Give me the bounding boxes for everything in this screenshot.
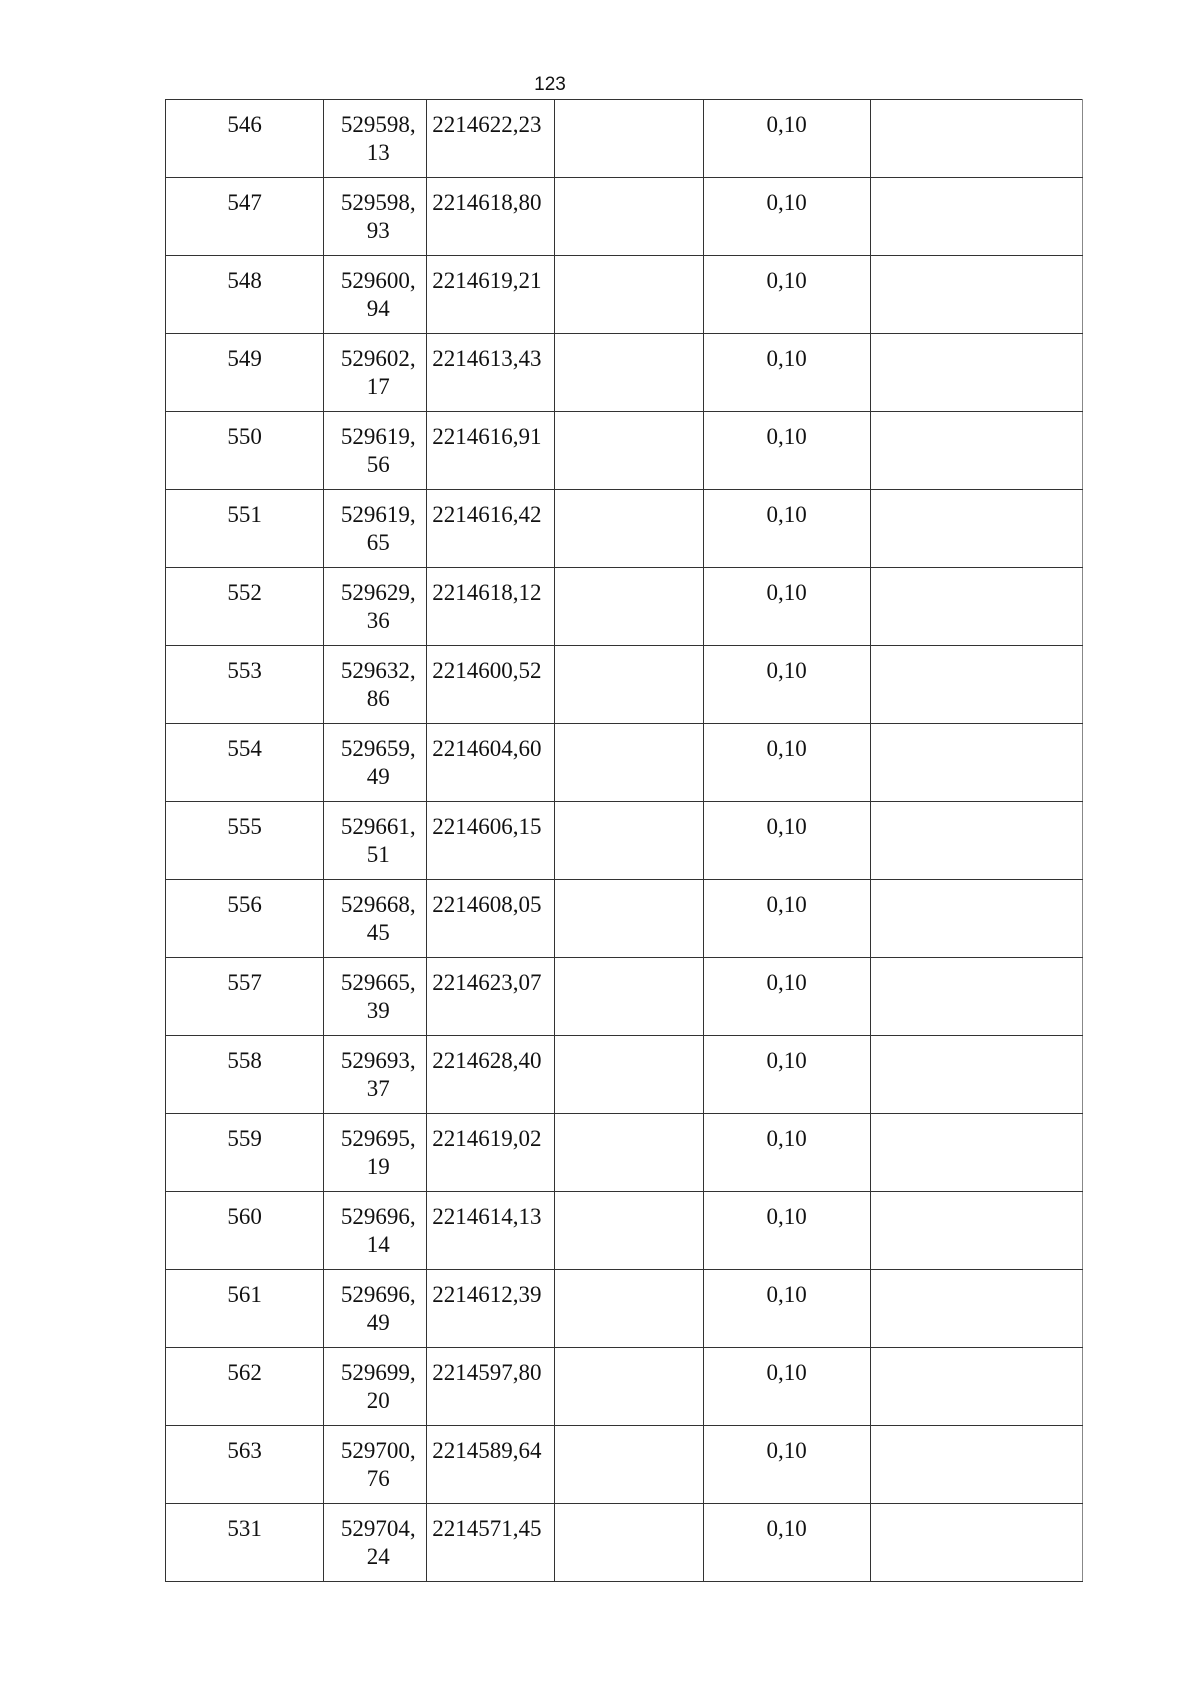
y-coordinate: 2214613,43 [432, 346, 542, 371]
x-coordinate-integer: 529700, [340, 1438, 416, 1463]
y-coordinate-cell [427, 1114, 555, 1192]
empty-cell [870, 1036, 1082, 1114]
y-coordinate: 2214628,40 [432, 1048, 542, 1073]
value-cell [703, 412, 870, 490]
point-number-cell [166, 412, 324, 490]
point-number-cell [166, 1192, 324, 1270]
value-cell [703, 1348, 870, 1426]
x-coordinate [324, 1270, 426, 1337]
y-coordinate: 2214616,91 [432, 424, 542, 449]
empty-cell [870, 178, 1082, 256]
x-coordinate [324, 880, 426, 947]
y-coordinate-cell [427, 958, 555, 1036]
point-number: 560 [227, 1204, 262, 1229]
x-coordinate-integer: 529704, [340, 1516, 416, 1541]
x-coordinate-cell [324, 412, 427, 490]
empty-cell [870, 1192, 1082, 1270]
point-number: 548 [227, 268, 262, 293]
y-coordinate: 2214571,45 [432, 1516, 542, 1541]
point-number: 554 [227, 736, 262, 761]
empty-cell [870, 646, 1082, 724]
x-coordinate [324, 178, 426, 245]
empty-cell [870, 880, 1082, 958]
x-coordinate [324, 802, 426, 869]
value: 0,10 [766, 1126, 807, 1151]
table-row [166, 802, 1083, 880]
value: 0,10 [766, 736, 807, 761]
y-coordinate: 2214618,80 [432, 190, 542, 215]
y-coordinate: 2214619,02 [432, 1126, 542, 1151]
y-coordinate: 2214618,12 [432, 580, 542, 605]
y-coordinate-cell [427, 1504, 555, 1582]
table-row [166, 1426, 1083, 1504]
empty-cell [555, 490, 703, 568]
value-cell [703, 334, 870, 412]
point-number-cell [166, 1426, 324, 1504]
point-number-cell [166, 178, 324, 256]
point-number: 558 [227, 1048, 262, 1073]
x-coordinate-decimal: 93 [366, 218, 390, 243]
x-coordinate-integer: 529600, [340, 268, 416, 293]
value: 0,10 [766, 970, 807, 995]
x-coordinate-decimal: 65 [366, 530, 390, 555]
x-coordinate [324, 646, 426, 713]
value: 0,10 [766, 112, 807, 137]
point-number: 561 [227, 1282, 262, 1307]
y-coordinate-cell [427, 1426, 555, 1504]
empty-cell [555, 958, 703, 1036]
value: 0,10 [766, 190, 807, 215]
empty-cell [555, 256, 703, 334]
y-coordinate: 2214606,15 [432, 814, 542, 839]
point-number-cell [166, 334, 324, 412]
y-coordinate: 2214622,23 [432, 112, 542, 137]
x-coordinate-integer: 529632, [340, 658, 416, 683]
x-coordinate-cell [324, 100, 427, 178]
x-coordinate-cell [324, 1270, 427, 1348]
y-coordinate-cell [427, 490, 555, 568]
value: 0,10 [766, 1360, 807, 1385]
empty-cell [555, 802, 703, 880]
x-coordinate-decimal: 49 [366, 1310, 390, 1335]
value-cell [703, 1504, 870, 1582]
y-coordinate-cell [427, 1348, 555, 1426]
x-coordinate-decimal: 39 [366, 998, 390, 1023]
y-coordinate: 2214589,64 [432, 1438, 542, 1463]
y-coordinate: 2214604,60 [432, 736, 542, 761]
x-coordinate [324, 1348, 426, 1415]
table-row [166, 490, 1083, 568]
x-coordinate-cell [324, 1036, 427, 1114]
value-cell [703, 958, 870, 1036]
empty-cell [870, 724, 1082, 802]
point-number: 556 [227, 892, 262, 917]
y-coordinate-cell [427, 568, 555, 646]
x-coordinate-cell [324, 880, 427, 958]
x-coordinate [324, 568, 426, 635]
value: 0,10 [766, 346, 807, 371]
x-coordinate-cell [324, 1348, 427, 1426]
value-cell [703, 568, 870, 646]
empty-cell [870, 802, 1082, 880]
x-coordinate-integer: 529598, [340, 112, 416, 137]
table-row [166, 334, 1083, 412]
value: 0,10 [766, 1516, 807, 1541]
x-coordinate-cell [324, 802, 427, 880]
value-cell [703, 1036, 870, 1114]
empty-cell [555, 1192, 703, 1270]
x-coordinate-integer: 529668, [340, 892, 416, 917]
table-row [166, 100, 1083, 178]
x-coordinate-decimal: 56 [366, 452, 390, 477]
point-number-cell [166, 802, 324, 880]
point-number-cell [166, 256, 324, 334]
table-row [166, 1348, 1083, 1426]
y-coordinate-cell [427, 1192, 555, 1270]
x-coordinate-integer: 529696, [340, 1204, 416, 1229]
x-coordinate-cell [324, 724, 427, 802]
table-row [166, 1504, 1083, 1582]
y-coordinate: 2214614,13 [432, 1204, 542, 1229]
value-cell [703, 880, 870, 958]
empty-cell [870, 256, 1082, 334]
y-coordinate: 2214597,80 [432, 1360, 542, 1385]
empty-cell [870, 1114, 1082, 1192]
x-coordinate-integer: 529629, [340, 580, 416, 605]
point-number-cell [166, 958, 324, 1036]
empty-cell [555, 1504, 703, 1582]
point-number-cell [166, 724, 324, 802]
x-coordinate-cell [324, 1114, 427, 1192]
x-coordinate-decimal: 86 [366, 686, 390, 711]
x-coordinate [324, 1504, 426, 1571]
value-cell [703, 802, 870, 880]
x-coordinate-cell [324, 178, 427, 256]
table-body [166, 100, 1083, 1582]
y-coordinate: 2214616,42 [432, 502, 542, 527]
empty-cell [555, 412, 703, 490]
point-number: 553 [227, 658, 262, 683]
empty-cell [870, 958, 1082, 1036]
x-coordinate-decimal: 14 [366, 1232, 390, 1257]
empty-cell [870, 1348, 1082, 1426]
x-coordinate-integer: 529695, [340, 1126, 416, 1151]
point-number-cell [166, 1348, 324, 1426]
x-coordinate-integer: 529619, [340, 502, 416, 527]
value: 0,10 [766, 658, 807, 683]
y-coordinate: 2214612,39 [432, 1282, 542, 1307]
y-coordinate-cell [427, 724, 555, 802]
x-coordinate-decimal: 94 [366, 296, 390, 321]
x-coordinate-decimal: 45 [366, 920, 390, 945]
value: 0,10 [766, 580, 807, 605]
x-coordinate-decimal: 20 [366, 1388, 390, 1413]
x-coordinate [324, 256, 426, 323]
value-cell [703, 100, 870, 178]
table-row [166, 1270, 1083, 1348]
point-number-cell [166, 568, 324, 646]
y-coordinate-cell [427, 412, 555, 490]
y-coordinate-cell [427, 880, 555, 958]
x-coordinate-integer: 529659, [340, 736, 416, 761]
x-coordinate-cell [324, 1504, 427, 1582]
y-coordinate-cell [427, 178, 555, 256]
y-coordinate: 2214608,05 [432, 892, 542, 917]
table-row [166, 568, 1083, 646]
table-row [166, 724, 1083, 802]
point-number: 547 [227, 190, 262, 215]
empty-cell [870, 334, 1082, 412]
y-coordinate: 2214600,52 [432, 658, 542, 683]
x-coordinate-decimal: 37 [366, 1076, 390, 1101]
empty-cell [870, 100, 1082, 178]
point-number: 531 [227, 1516, 262, 1541]
x-coordinate-decimal: 76 [366, 1466, 390, 1491]
empty-cell [555, 1270, 703, 1348]
empty-cell [555, 568, 703, 646]
empty-cell [555, 1348, 703, 1426]
x-coordinate-cell [324, 1426, 427, 1504]
y-coordinate-cell [427, 646, 555, 724]
point-number-cell [166, 100, 324, 178]
empty-cell [555, 646, 703, 724]
table-row [166, 958, 1083, 1036]
empty-cell [870, 1504, 1082, 1582]
point-number: 555 [227, 814, 262, 839]
x-coordinate-integer: 529602, [340, 346, 416, 371]
value: 0,10 [766, 1204, 807, 1229]
x-coordinate-cell [324, 1192, 427, 1270]
table-row [166, 1036, 1083, 1114]
y-coordinate-cell [427, 1036, 555, 1114]
coordinates-table [165, 99, 1083, 1582]
value: 0,10 [766, 814, 807, 839]
empty-cell [555, 178, 703, 256]
x-coordinate-integer: 529619, [340, 424, 416, 449]
empty-cell [555, 334, 703, 412]
value: 0,10 [766, 424, 807, 449]
x-coordinate [324, 958, 426, 1025]
x-coordinate-integer: 529598, [340, 190, 416, 215]
value: 0,10 [766, 1438, 807, 1463]
empty-cell [870, 490, 1082, 568]
value-cell [703, 178, 870, 256]
value-cell [703, 1114, 870, 1192]
empty-cell [870, 412, 1082, 490]
value: 0,10 [766, 892, 807, 917]
x-coordinate-decimal: 17 [366, 374, 390, 399]
point-number: 557 [227, 970, 262, 995]
y-coordinate-cell [427, 100, 555, 178]
value: 0,10 [766, 502, 807, 527]
table-row [166, 880, 1083, 958]
value: 0,10 [766, 268, 807, 293]
x-coordinate [324, 1114, 426, 1181]
x-coordinate-integer: 529661, [340, 814, 416, 839]
y-coordinate-cell [427, 256, 555, 334]
empty-cell [555, 1426, 703, 1504]
x-coordinate-decimal: 51 [366, 842, 390, 867]
value: 0,10 [766, 1282, 807, 1307]
table-row [166, 1114, 1083, 1192]
x-coordinate-integer: 529696, [340, 1282, 416, 1307]
y-coordinate-cell [427, 334, 555, 412]
x-coordinate-decimal: 49 [366, 764, 390, 789]
x-coordinate-cell [324, 568, 427, 646]
table-row [166, 412, 1083, 490]
x-coordinate-cell [324, 490, 427, 568]
table-row [166, 646, 1083, 724]
table-row [166, 256, 1083, 334]
x-coordinate [324, 724, 426, 791]
y-coordinate: 2214619,21 [432, 268, 542, 293]
point-number: 552 [227, 580, 262, 605]
point-number-cell [166, 1504, 324, 1582]
empty-cell [870, 1270, 1082, 1348]
x-coordinate-decimal: 13 [366, 140, 390, 165]
value-cell [703, 1192, 870, 1270]
x-coordinate [324, 490, 426, 557]
table-row [166, 1192, 1083, 1270]
x-coordinate-integer: 529699, [340, 1360, 416, 1385]
y-coordinate-cell [427, 802, 555, 880]
point-number-cell [166, 490, 324, 568]
x-coordinate-cell [324, 334, 427, 412]
x-coordinate-decimal: 24 [366, 1544, 390, 1569]
value-cell [703, 646, 870, 724]
x-coordinate-integer: 529693, [340, 1048, 416, 1073]
value-cell [703, 1426, 870, 1504]
empty-cell [870, 1426, 1082, 1504]
x-coordinate [324, 1192, 426, 1259]
x-coordinate [324, 100, 426, 167]
y-coordinate: 2214623,07 [432, 970, 542, 995]
empty-cell [555, 100, 703, 178]
value-cell [703, 256, 870, 334]
empty-cell [555, 724, 703, 802]
value: 0,10 [766, 1048, 807, 1073]
x-coordinate-cell [324, 958, 427, 1036]
table-row [166, 178, 1083, 256]
empty-cell [555, 1114, 703, 1192]
x-coordinate-decimal: 36 [366, 608, 390, 633]
y-coordinate-cell [427, 1270, 555, 1348]
value-cell [703, 724, 870, 802]
point-number: 546 [227, 112, 262, 137]
x-coordinate [324, 334, 426, 401]
point-number-cell [166, 1270, 324, 1348]
point-number: 550 [227, 424, 262, 449]
x-coordinate [324, 412, 426, 479]
empty-cell [555, 880, 703, 958]
point-number-cell [166, 1036, 324, 1114]
value-cell [703, 1270, 870, 1348]
x-coordinate-decimal: 19 [366, 1154, 390, 1179]
empty-cell [870, 568, 1082, 646]
value-cell [703, 490, 870, 568]
point-number-cell [166, 646, 324, 724]
point-number-cell [166, 1114, 324, 1192]
x-coordinate [324, 1426, 426, 1493]
point-number: 562 [227, 1360, 262, 1385]
point-number: 559 [227, 1126, 262, 1151]
point-number: 551 [227, 502, 262, 527]
point-number-cell [166, 880, 324, 958]
page-number: 123 [534, 74, 566, 95]
point-number: 563 [227, 1438, 262, 1463]
x-coordinate-cell [324, 256, 427, 334]
x-coordinate-cell [324, 646, 427, 724]
empty-cell [555, 1036, 703, 1114]
x-coordinate-integer: 529665, [340, 970, 416, 995]
x-coordinate [324, 1036, 426, 1103]
point-number: 549 [227, 346, 262, 371]
